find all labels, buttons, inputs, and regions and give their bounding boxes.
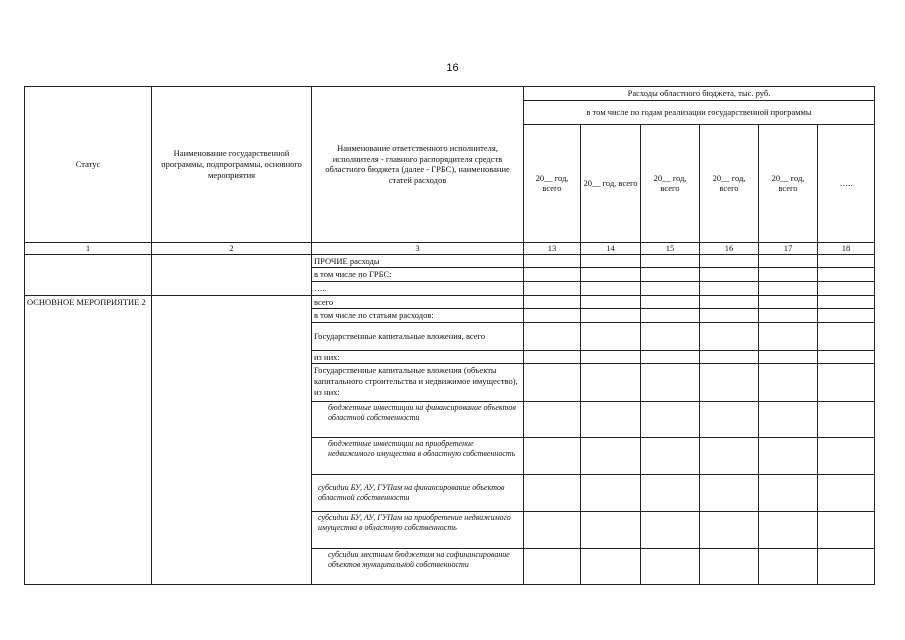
header-year-col: …..	[818, 124, 875, 242]
header-year-col: 20__ год, всего	[641, 124, 700, 242]
row-label: субсидии БУ, АУ, ГУПам на приобретение недвижимого имущества в областную собственность	[312, 512, 524, 549]
col-number: 16	[700, 242, 759, 254]
header-year-col: 20__ год, всего	[700, 124, 759, 242]
program-cell-empty	[152, 295, 312, 585]
header-budget-title: Расходы областного бюджета, тыс. руб.	[524, 87, 875, 101]
status-cell-empty	[25, 254, 152, 295]
row-label: из них:	[312, 350, 524, 364]
row-label: бюджетные инвестиции на приобретение недвижимого имущества в областную собственность	[312, 438, 524, 475]
col-number: 2	[152, 242, 312, 254]
header-years-subtitle: в том числе по годам реализации государственной программы	[524, 100, 875, 124]
row-label: в том числе по статьям расходов:	[312, 309, 524, 323]
row-label: Государственные капитальные вложения (объекты капитального строительства и недвижимое имущество), из них:	[312, 364, 524, 402]
col-number: 3	[312, 242, 524, 254]
col-number: 18	[818, 242, 875, 254]
header-executor: Наименование ответственного исполнителя, исполнителя - главного распорядителя средств областного бюджета (далее - ГРБС), наименование статей расходов	[312, 87, 524, 243]
column-number-row	[25, 242, 875, 254]
header-status: Статус	[25, 87, 152, 243]
status-measure-2: ОСНОВНОЕ МЕРОПРИЯТИЕ 2	[25, 295, 152, 585]
header-program-name: Наименование государственной программы, подпрограммы, основного мероприятия	[152, 87, 312, 243]
table-row	[25, 254, 875, 268]
budget-table	[24, 86, 875, 585]
header-year-col: 20__ год, всего	[759, 124, 818, 242]
row-label: субсидии БУ, АУ, ГУПам на финансирование объектов областной собственности	[312, 475, 524, 512]
program-cell-empty	[152, 254, 312, 295]
table-row	[25, 295, 875, 309]
header-year-col: 20__ год, всего	[581, 124, 641, 242]
col-number: 1	[25, 242, 152, 254]
header-year-col: 20__ год, всего	[524, 124, 581, 242]
row-label: в том числе по ГРБС:	[312, 268, 524, 282]
col-number: 17	[759, 242, 818, 254]
row-label: всего	[312, 295, 524, 309]
col-number: 14	[581, 242, 641, 254]
row-label: бюджетные инвестиции на финансирование объектов областной собственности	[312, 402, 524, 438]
col-number: 13	[524, 242, 581, 254]
page-number: 16	[446, 62, 459, 74]
row-label: ПРОЧИЕ расходы	[312, 254, 524, 268]
row-label: …..	[312, 281, 524, 295]
row-label: субсидии местным бюджетам на софинансирование объектов муниципальной собственности	[312, 549, 524, 585]
row-label: Государственные капитальные вложения, всего	[312, 322, 524, 350]
col-number: 15	[641, 242, 700, 254]
